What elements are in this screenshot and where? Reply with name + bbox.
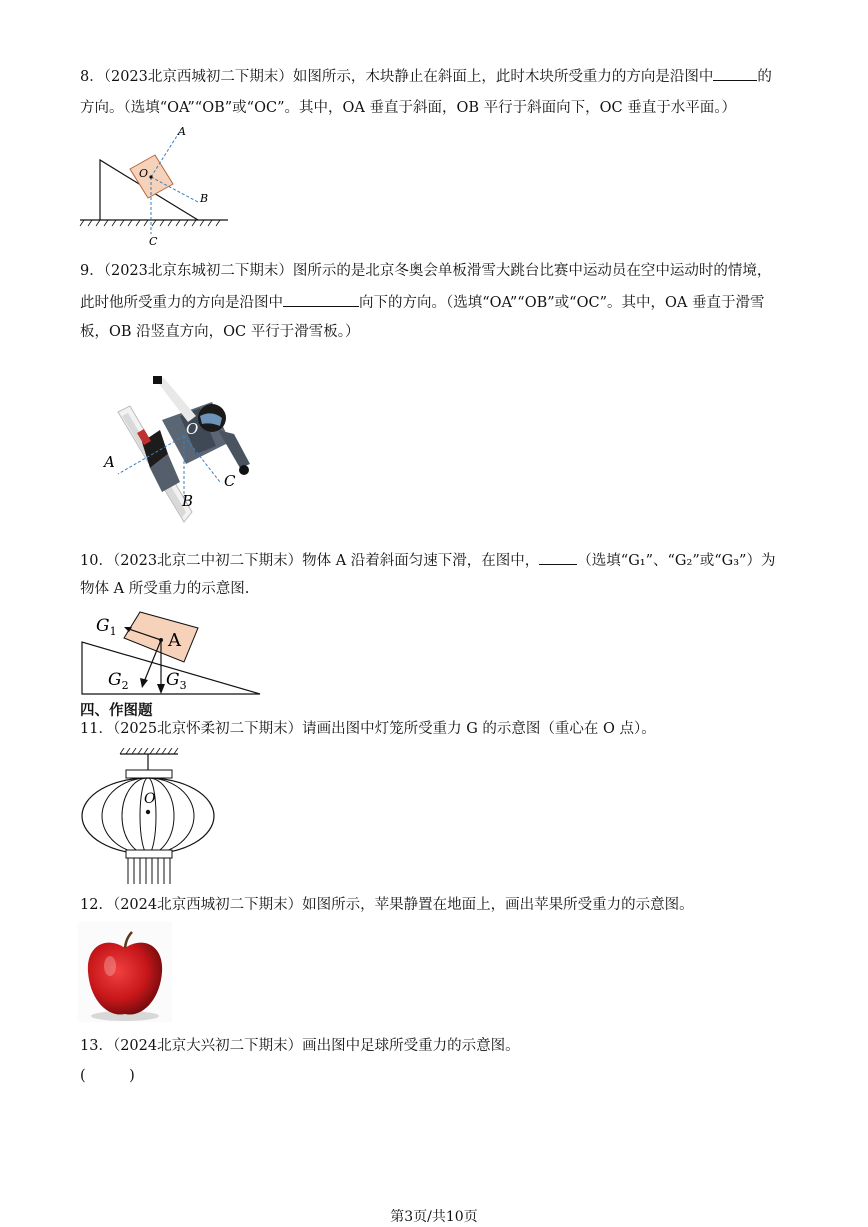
q10-label-g2: $G_2$ bbox=[108, 670, 129, 692]
q9-line3: 板，OB 沿竖直方向，OC 平行于滑雪板。） bbox=[80, 324, 360, 340]
q11-line1: 11．（2025北京怀柔初二下期末）请画出图中灯笼所受重力 G 的示意图（重心在 O 点）。 bbox=[80, 721, 656, 737]
page-footer: 第3页/共10页 bbox=[390, 1209, 478, 1225]
q13-line1: 13．（2024北京大兴初二下期末）画出图中足球所受重力的示意图。 bbox=[80, 1038, 520, 1054]
q9-label-a: A bbox=[104, 453, 115, 471]
q8-label-b: B bbox=[200, 192, 209, 205]
q10-line2: 物体 A 所受重力的示意图. bbox=[80, 581, 250, 597]
q9-label-o: O bbox=[186, 420, 199, 438]
q8-label-o: O bbox=[139, 167, 149, 180]
q8-line2: 方向。（选填“OA”“OB”或“OC”。其中，OA 垂直于斜面，OB 平行于斜面向下，OC 垂直于水平面。） bbox=[80, 100, 736, 116]
q9-label-c: C bbox=[224, 472, 236, 490]
q8-line1: 8．（2023北京西城初二下期末）如图所示，木块静止在斜面上，此时木块所受重力的方向是沿图中 的 bbox=[80, 66, 772, 87]
q10-incline-figure bbox=[78, 604, 264, 700]
q8-incline-figure bbox=[78, 122, 238, 250]
q8-label-c: C bbox=[149, 235, 158, 248]
q9-line1: 9．（2023北京东城初二下期末）图所示的是北京冬奥会单板滑雪大跳台比赛中运动员在空中运动时的情境， bbox=[80, 263, 772, 279]
q9-line2: 此时他所受重力的方向是沿图中 向下的方向。（选填“OA”“OB”或“OC”。其中，OA 垂直于滑雪 bbox=[80, 292, 764, 313]
q10-label-g3: $G_3$ bbox=[166, 670, 187, 692]
q8-label-a: A bbox=[178, 125, 186, 138]
q10-answer-blank[interactable] bbox=[539, 550, 577, 565]
q9-label-b: B bbox=[182, 492, 194, 510]
q10-label-a: A bbox=[168, 630, 181, 651]
section-heading: 四、作图题 bbox=[80, 703, 153, 719]
q12-apple-photo bbox=[78, 922, 172, 1022]
q9-snowboarder-photo bbox=[100, 372, 272, 527]
q11-label-o: O bbox=[144, 791, 156, 807]
q10-label-g1: $G_1$ bbox=[96, 616, 117, 638]
q8-answer-blank[interactable] bbox=[713, 66, 757, 81]
q12-line1: 12．（2024北京西城初二下期末）如图所示，苹果静置在地面上，画出苹果所受重力的示意图。 bbox=[80, 897, 694, 913]
q11-lantern-figure bbox=[80, 748, 220, 886]
q9-answer-blank[interactable] bbox=[283, 292, 359, 307]
q10-line1: 10．（2023北京二中初二下期末）物体 A 沿着斜面匀速下滑，在图中， （选填“G₁”、“G₂”或“G₃”）为 bbox=[80, 550, 775, 571]
q13-answer-paren: ( ) bbox=[80, 1068, 135, 1084]
